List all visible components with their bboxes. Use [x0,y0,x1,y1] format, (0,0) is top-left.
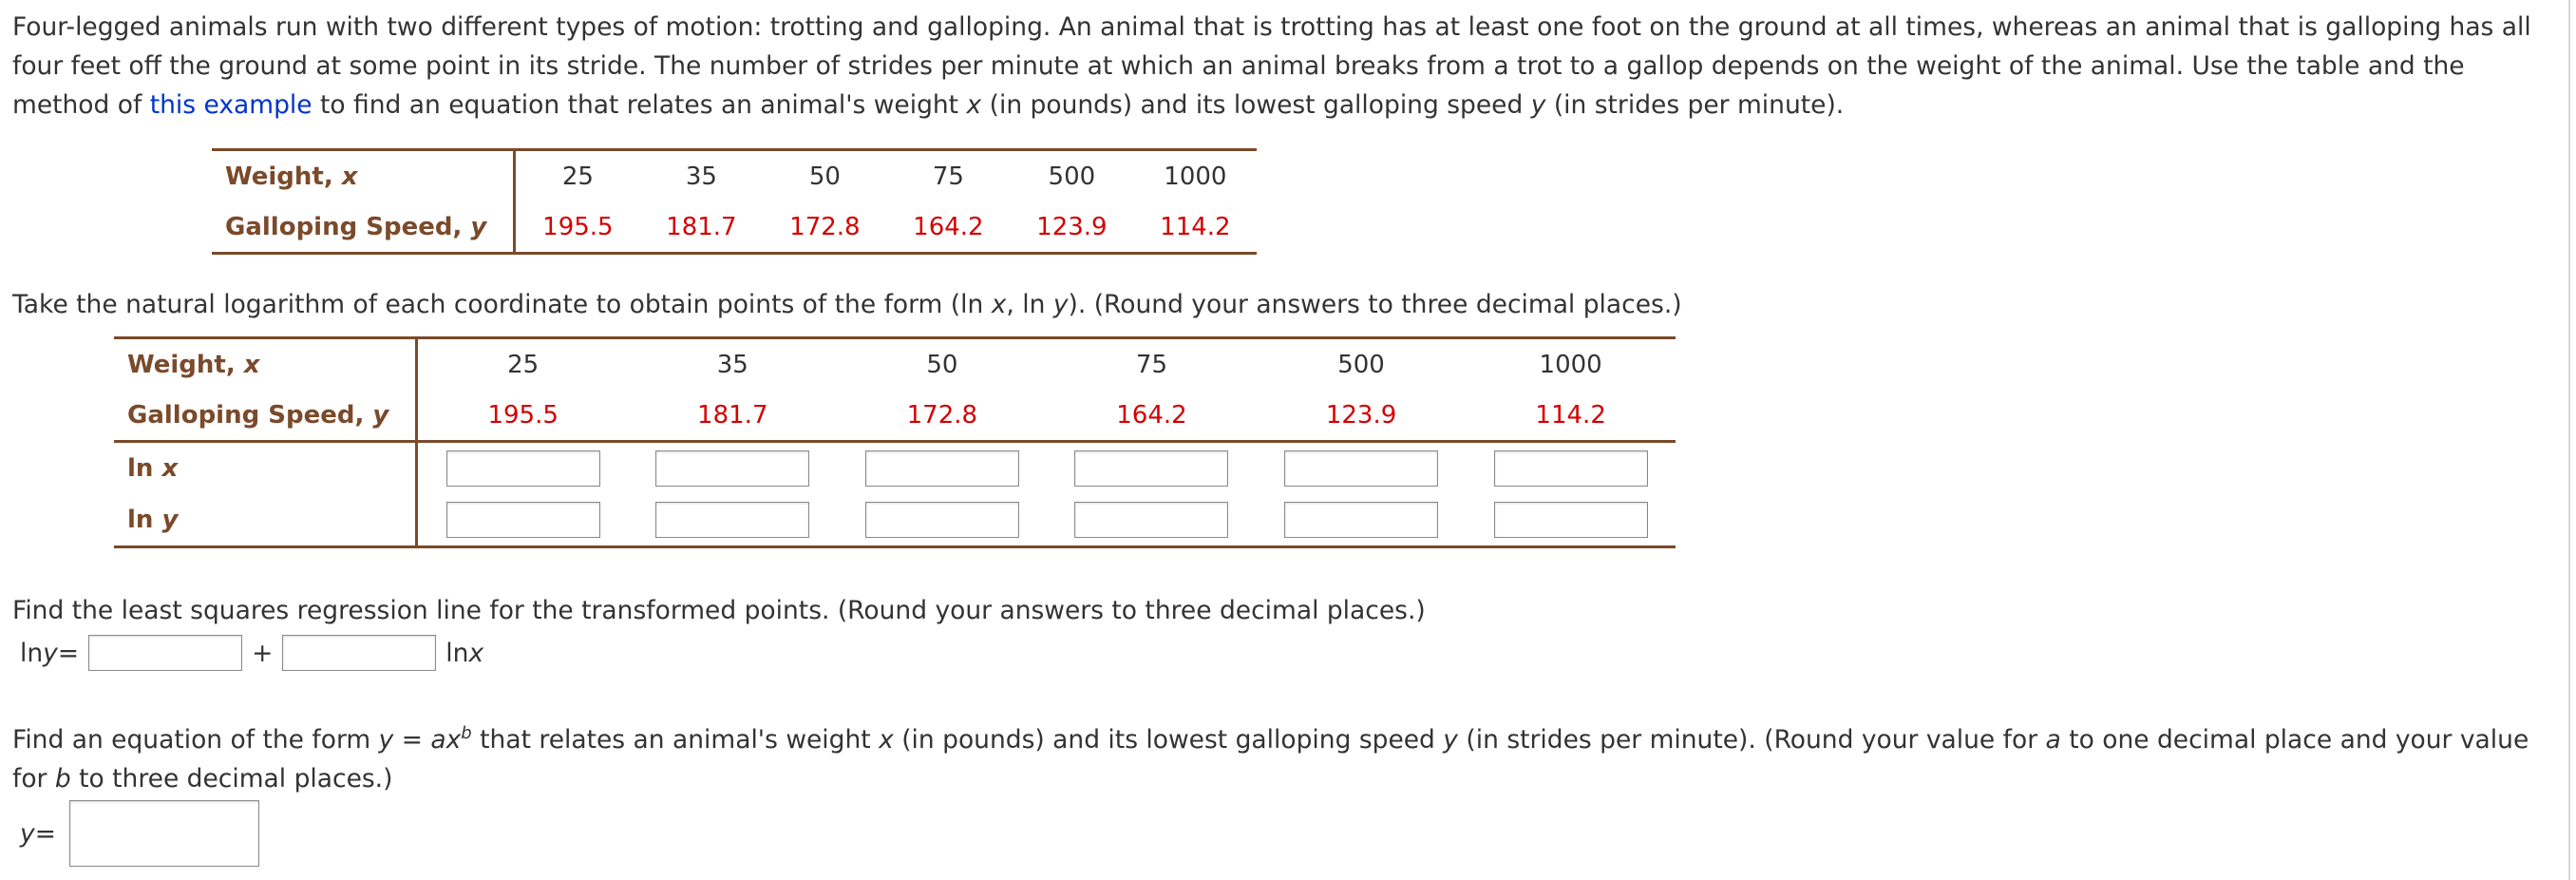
speed-value: 195.5 [515,201,640,254]
weight-value: 25 [515,150,640,202]
ln-x-input-5[interactable] [1284,450,1438,487]
ln-y-input-2[interactable] [655,502,809,538]
log-table [114,336,1676,548]
ln-y-input-1[interactable] [446,502,600,538]
weight-row [114,338,1676,391]
speed-label: Galloping Speed, y [212,201,515,254]
weight-value: 25 [417,338,628,391]
ln-x-row [114,442,1676,495]
ln-x-input-1[interactable] [446,450,600,487]
slope-input[interactable] [282,635,436,671]
intro-text: to find an equation that relates an animal's weight [312,90,967,120]
weight-value: 500 [1257,338,1467,391]
speed-value: 181.7 [639,201,763,254]
speed-value: 172.8 [906,400,978,430]
question-2-text: Take the natural logarithm of each coordinate to obtain points of the form (ln x, ln y). (Round your answers to three decimal places.) [12,290,1682,319]
power-equation: y = [20,800,259,867]
speed-value: 164.2 [1116,400,1187,430]
problem-content [12,8,2558,849]
right-scroll-border [2568,0,2576,880]
speed-value: 123.9 [1010,201,1133,254]
intro-text: (in pounds) and its lowest galloping speed [981,90,1531,120]
weight-value: 50 [763,150,886,202]
speed-row [114,390,1676,442]
ln-x-input-2[interactable] [655,450,809,487]
weight-row [212,150,1257,202]
var-x: x [966,90,982,120]
weight-value: 35 [639,150,763,202]
speed-value: 123.9 [1325,400,1397,430]
ln-x-input-6[interactable] [1494,450,1648,487]
plus-sign: + [252,638,274,668]
intro-text: Four-legged animals run with two different types of motion: trotting and galloping. An animal that is trotting has at least one foot on the ground at all times, whereas an animal that is galloping has all four feet off the ground at some point in its stride. The number of strides per minute at which an animal breaks from a trot to a gallop depends on the weight of the animal. Use the table and the method of [12,12,2531,120]
speed-value: 195.5 [487,400,559,430]
speed-value: 114.2 [1535,400,1606,430]
question-4-text: Find an equation of the form $y = ax^b$ that relates an animal's weight x (in pounds) and its lowest galloping speed y (in strides per minute). (Round your value for a to one decimal place and your value for b to three decimal places.) [12,723,2529,794]
ln-x-input-3[interactable] [865,450,1019,487]
ln-y-row [114,494,1676,547]
speed-value: 181.7 [697,400,768,430]
question-3-text: Find the least squares regression line for the transformed points. (Round your answers to three decimal places.) [12,596,1426,625]
ln-y-label: ln y [114,494,417,547]
weight-value: 1000 [1466,338,1676,391]
weight-label: Weight, x [114,338,417,391]
data-table [212,148,1257,255]
speed-value: 164.2 [886,201,1010,254]
power-equation-input[interactable] [69,800,259,867]
weight-label: Weight, x [212,150,515,202]
weight-value: 1000 [1133,150,1257,202]
ln-y-input-3[interactable] [865,502,1019,538]
weight-value: 50 [838,338,1048,391]
ln-y-input-4[interactable] [1074,502,1228,538]
speed-label: Galloping Speed, y [114,390,417,442]
speed-value: 114.2 [1133,201,1257,254]
regression-equation: ln y = + ln x [20,635,483,671]
problem-intro [12,8,2558,124]
ln-x-label: ln x [114,442,417,495]
var-y: y [1530,90,1546,120]
ln-y-input-5[interactable] [1284,502,1438,538]
example-link[interactable]: this example [149,90,313,120]
weight-value: 35 [628,338,838,391]
speed-value: 172.8 [763,201,886,254]
weight-value: 75 [886,150,1010,202]
ln-y-input-6[interactable] [1494,502,1648,538]
intercept-input[interactable] [88,635,242,671]
ln-x-input-4[interactable] [1074,450,1228,487]
weight-value: 75 [1047,338,1257,391]
intro-text: (in strides per minute). [1545,90,1845,120]
speed-row [212,201,1257,254]
weight-value: 500 [1010,150,1133,202]
